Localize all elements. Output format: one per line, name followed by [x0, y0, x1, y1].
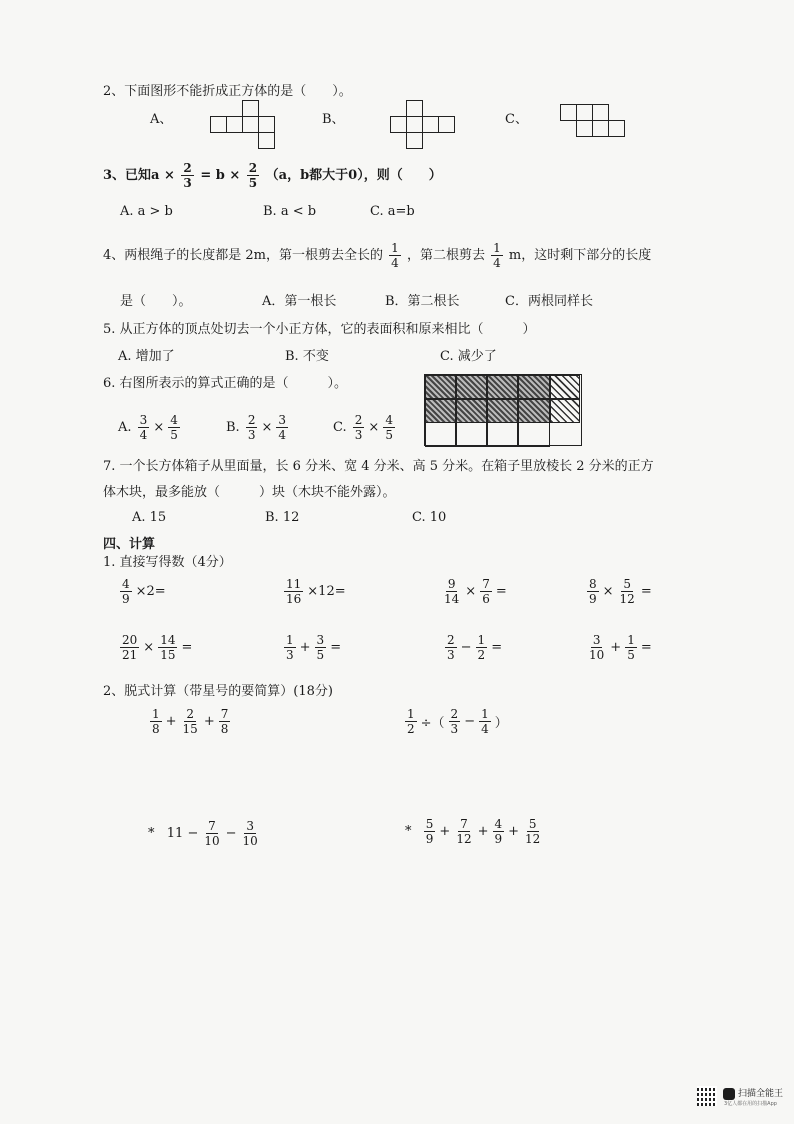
q6-shaded-grid: [424, 374, 582, 446]
direct-r2c2: $\frac{1}{3}$ + $\frac{3}{5}$ =: [286, 633, 342, 662]
section-title: 四、计算: [103, 537, 156, 552]
scanner-brand: 扫描全能王: [738, 1089, 784, 1099]
q5-option-b[interactable]: B. 不变: [285, 349, 329, 364]
q2-net-a: [210, 108, 285, 144]
q4-option-b[interactable]: B．第二根长: [385, 294, 460, 309]
q6-option-c[interactable]: C. $\frac{2}{3}$ × $\frac{4}{5}$: [333, 413, 393, 442]
direct-calc-heading: 1. 直接写得数（4分）: [103, 555, 232, 570]
q2-net-c: [560, 104, 635, 140]
direct-r2c4: $\frac{3}{10}$ + $\frac{1}{5}$ =: [589, 633, 652, 662]
stepwise-expr-1: $\frac{1}{8}$ + $\frac{2}{15}$ + $\frac{7}{8}$: [152, 707, 229, 736]
direct-r2c3: $\frac{2}{3}$ − $\frac{1}{2}$ =: [447, 633, 503, 662]
q7-option-b[interactable]: B. 12: [265, 510, 300, 525]
q6-option-b[interactable]: B. $\frac{2}{3}$ × $\frac{3}{4}$: [226, 413, 287, 442]
direct-r2c1: $\frac{20}{21}$ × $\frac{14}{15}$ =: [122, 633, 193, 662]
stepwise-expr-4: * $\frac{5}{9}$ + $\frac{7}{12}$ + $\frac{4}{9}$ + $\frac{5}{12}$: [405, 817, 541, 846]
q6-option-a[interactable]: A. $\frac{3}{4}$ × $\frac{4}{5}$: [118, 413, 178, 442]
q3-option-c[interactable]: C. a=b: [370, 204, 415, 219]
direct-r1c4: $\frac{8}{9}$ × $\frac{5}{12}$ =: [589, 577, 652, 606]
q3-option-a[interactable]: A. a > b: [120, 204, 173, 219]
camscanner-logo-icon: [723, 1088, 735, 1100]
q4-option-a[interactable]: A．第一根长: [262, 294, 337, 309]
q4-option-c[interactable]: C．两根同样长: [505, 294, 593, 309]
q4-line2: 是（ ）。: [120, 294, 192, 309]
q5-option-c[interactable]: C. 减少了: [440, 349, 497, 364]
q2-option-b[interactable]: B、: [322, 112, 345, 127]
star-marker: *: [148, 826, 155, 841]
q3-option-b[interactable]: B. a < b: [263, 204, 317, 219]
stepwise-expr-2: $\frac{1}{2}$ ÷（ $\frac{2}{3}$ − $\frac{1}{4}$ ）: [407, 707, 508, 736]
scanner-tagline: 3亿人都在用的扫描App: [724, 1101, 777, 1107]
q7-option-a[interactable]: A. 15: [132, 510, 167, 525]
q6-text: 6. 右图所表示的算式正确的是（ ）。: [103, 376, 348, 391]
q2-option-c[interactable]: C、: [505, 112, 528, 127]
q3-statement: 3、已知a × $\frac{2}{3}$ = b × $\frac{2}{5}$ （a，b都大于0），则（ ）: [103, 161, 442, 190]
q5-text: 5. 从正方体的顶点处切去一个小正方体，它的表面积和原来相比（ ）: [103, 322, 536, 337]
direct-r1c2: $\frac{11}{16}$ ×12=: [286, 577, 346, 606]
q7-line2: 体木块，最多能放（ ）块（木块不能外露）。: [103, 485, 396, 500]
stepwise-heading: 2、脱式计算（带星号的要简算）(18分): [103, 684, 333, 699]
q4-statement: 4、两根绳子的长度都是 2m，第一根剪去全长的 $\frac{1}{4}$ ，第二根剪去 $\frac{1}{4}$ m，这时剩下部分的长度: [103, 241, 652, 270]
q5-option-a[interactable]: A. 增加了: [118, 349, 175, 364]
stepwise-expr-3: * 11 − $\frac{7}{10}$ − $\frac{3}{10}$: [148, 819, 258, 848]
q2-option-a[interactable]: A、: [150, 112, 173, 127]
q7-option-c[interactable]: C. 10: [412, 510, 447, 525]
direct-r1c1: $\frac{4}{9}$ ×2=: [122, 577, 166, 606]
q7-line1: 7. 一个长方体箱子从里面量，长 6 分米、宽 4 分米、高 5 分米。在箱子里放棱长 2 分米的正方: [103, 459, 654, 474]
q2-text: 2、下面图形不能折成正方体的是（ ）。: [103, 84, 352, 99]
direct-r1c3: $\frac{9}{14}$ × $\frac{7}{6}$ =: [444, 577, 507, 606]
q2-net-b: [390, 100, 460, 152]
star-marker: *: [405, 824, 412, 839]
